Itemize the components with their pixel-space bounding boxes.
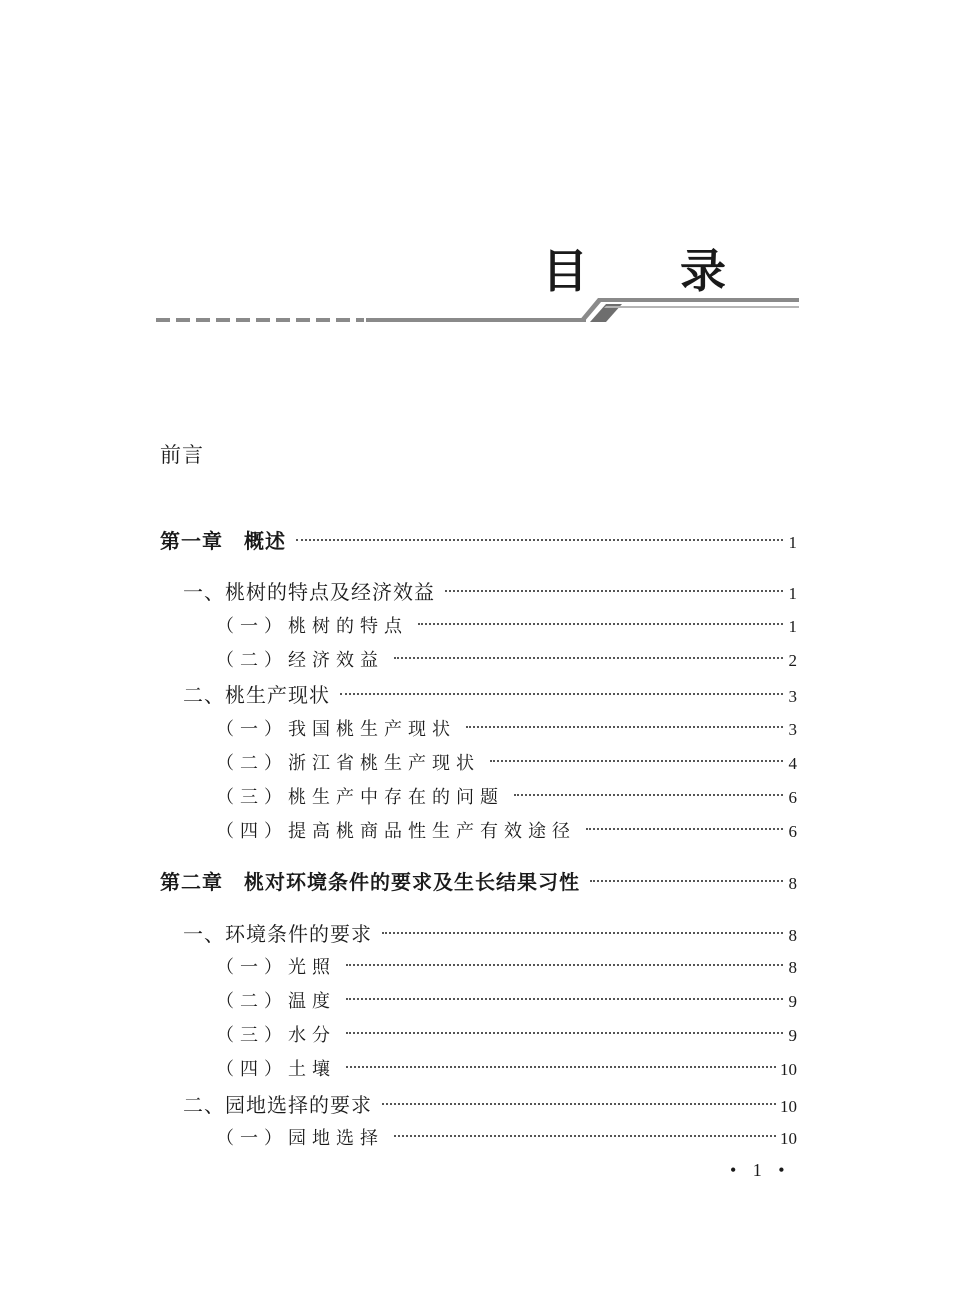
- toc-entry-subsection[interactable]: [216, 612, 797, 642]
- toc-entry-section[interactable]: [183, 680, 797, 710]
- dot-leader: [418, 623, 783, 625]
- toc-entry-page: 8: [788, 958, 797, 977]
- toc-entry-label: 一、环境条件的要求: [183, 922, 372, 946]
- toc-entry-label: 第一章 概述: [160, 529, 286, 553]
- toc-entry-label: （三）桃生产中存在的问题: [216, 787, 504, 808]
- toc-entry-label: 二、园地选择的要求: [183, 1093, 372, 1117]
- toc-entry-page: 9: [788, 1026, 797, 1045]
- dot-leader: [346, 1066, 776, 1068]
- toc-entry-label: （四）提高桃商品性生产有效途径: [216, 821, 576, 842]
- toc-entry-page: 3: [788, 720, 797, 739]
- toc-entry-chapter-1[interactable]: [160, 526, 797, 556]
- dot-leader: [490, 760, 783, 762]
- toc-entry-page: 2: [788, 651, 797, 670]
- dot-leader: [466, 726, 783, 728]
- toc-entry-subsection[interactable]: [216, 646, 797, 676]
- dot-leader: [445, 590, 783, 592]
- toc-entry-page: 3: [788, 687, 797, 706]
- toc-entry-page: 8: [788, 874, 797, 893]
- dot-leader: [296, 539, 783, 541]
- toc-entry-label: 第二章 桃对环境条件的要求及生长结果习性: [160, 870, 580, 894]
- toc-entry-label: （二）温度: [216, 991, 336, 1012]
- toc-entry-subsection[interactable]: [216, 1055, 797, 1085]
- dot-leader: [586, 828, 783, 830]
- toc-entry-label: （二）浙江省桃生产现状: [216, 753, 480, 774]
- toc-entry-page: 6: [788, 822, 797, 841]
- toc-entry-page: 10: [780, 1060, 797, 1079]
- dot-leader: [346, 998, 783, 1000]
- toc-entry-section[interactable]: [183, 577, 797, 607]
- toc-entry-page: 1: [788, 533, 797, 552]
- dot-leader: [394, 657, 783, 659]
- dot-leader: [346, 964, 783, 966]
- toc-entry-page: 9: [788, 992, 797, 1011]
- toc-entry-section[interactable]: [183, 919, 797, 949]
- toc-entry-chapter-2[interactable]: [160, 867, 797, 897]
- toc-entry-subsection[interactable]: [216, 783, 797, 813]
- toc-entry-label: （一）光照: [216, 957, 336, 978]
- toc-entry-label: 二、桃生产现状: [183, 683, 330, 707]
- toc-entry-subsection[interactable]: [216, 953, 797, 983]
- toc-entry-page: 10: [780, 1097, 797, 1116]
- dot-leader: [514, 794, 783, 796]
- toc-entry-subsection[interactable]: [216, 749, 797, 779]
- dot-leader: [394, 1135, 776, 1137]
- toc-entry-page: 10: [780, 1129, 797, 1148]
- dot-leader: [340, 693, 783, 695]
- toc-entry-label: （三）水分: [216, 1025, 336, 1046]
- dot-leader: [590, 880, 783, 882]
- toc-entry-label: （四）土壤: [216, 1059, 336, 1080]
- toc-entry-subsection[interactable]: [216, 715, 797, 745]
- toc-entry-label: （一）桃树的特点: [216, 616, 408, 637]
- dot-leader: [382, 1103, 776, 1105]
- toc-entry-page: 1: [788, 617, 797, 636]
- toc-entry-label: （一）园地选择: [216, 1128, 384, 1149]
- toc-entry-page: 4: [788, 754, 797, 773]
- toc-entry-label: （二）经济效益: [216, 650, 384, 671]
- toc-entry-subsection[interactable]: [216, 817, 797, 847]
- toc-entry-label: 一、桃树的特点及经济效益: [183, 580, 435, 604]
- dot-leader: [346, 1032, 783, 1034]
- page-number: • 1 •: [730, 1160, 791, 1180]
- preface-heading: 前言: [160, 443, 204, 467]
- toc-entry-page: 1: [788, 584, 797, 603]
- dot-leader: [382, 932, 783, 934]
- toc-entry-subsection[interactable]: [216, 987, 797, 1017]
- toc-entry-page: 6: [788, 788, 797, 807]
- toc-entry-subsection[interactable]: [216, 1021, 797, 1051]
- page-title: 目 录: [541, 244, 764, 298]
- toc-entry-page: 8: [788, 926, 797, 945]
- toc-entry-section[interactable]: [183, 1090, 797, 1120]
- toc-entry-subsection[interactable]: [216, 1124, 797, 1154]
- toc-entry-label: （一）我国桃生产现状: [216, 719, 456, 740]
